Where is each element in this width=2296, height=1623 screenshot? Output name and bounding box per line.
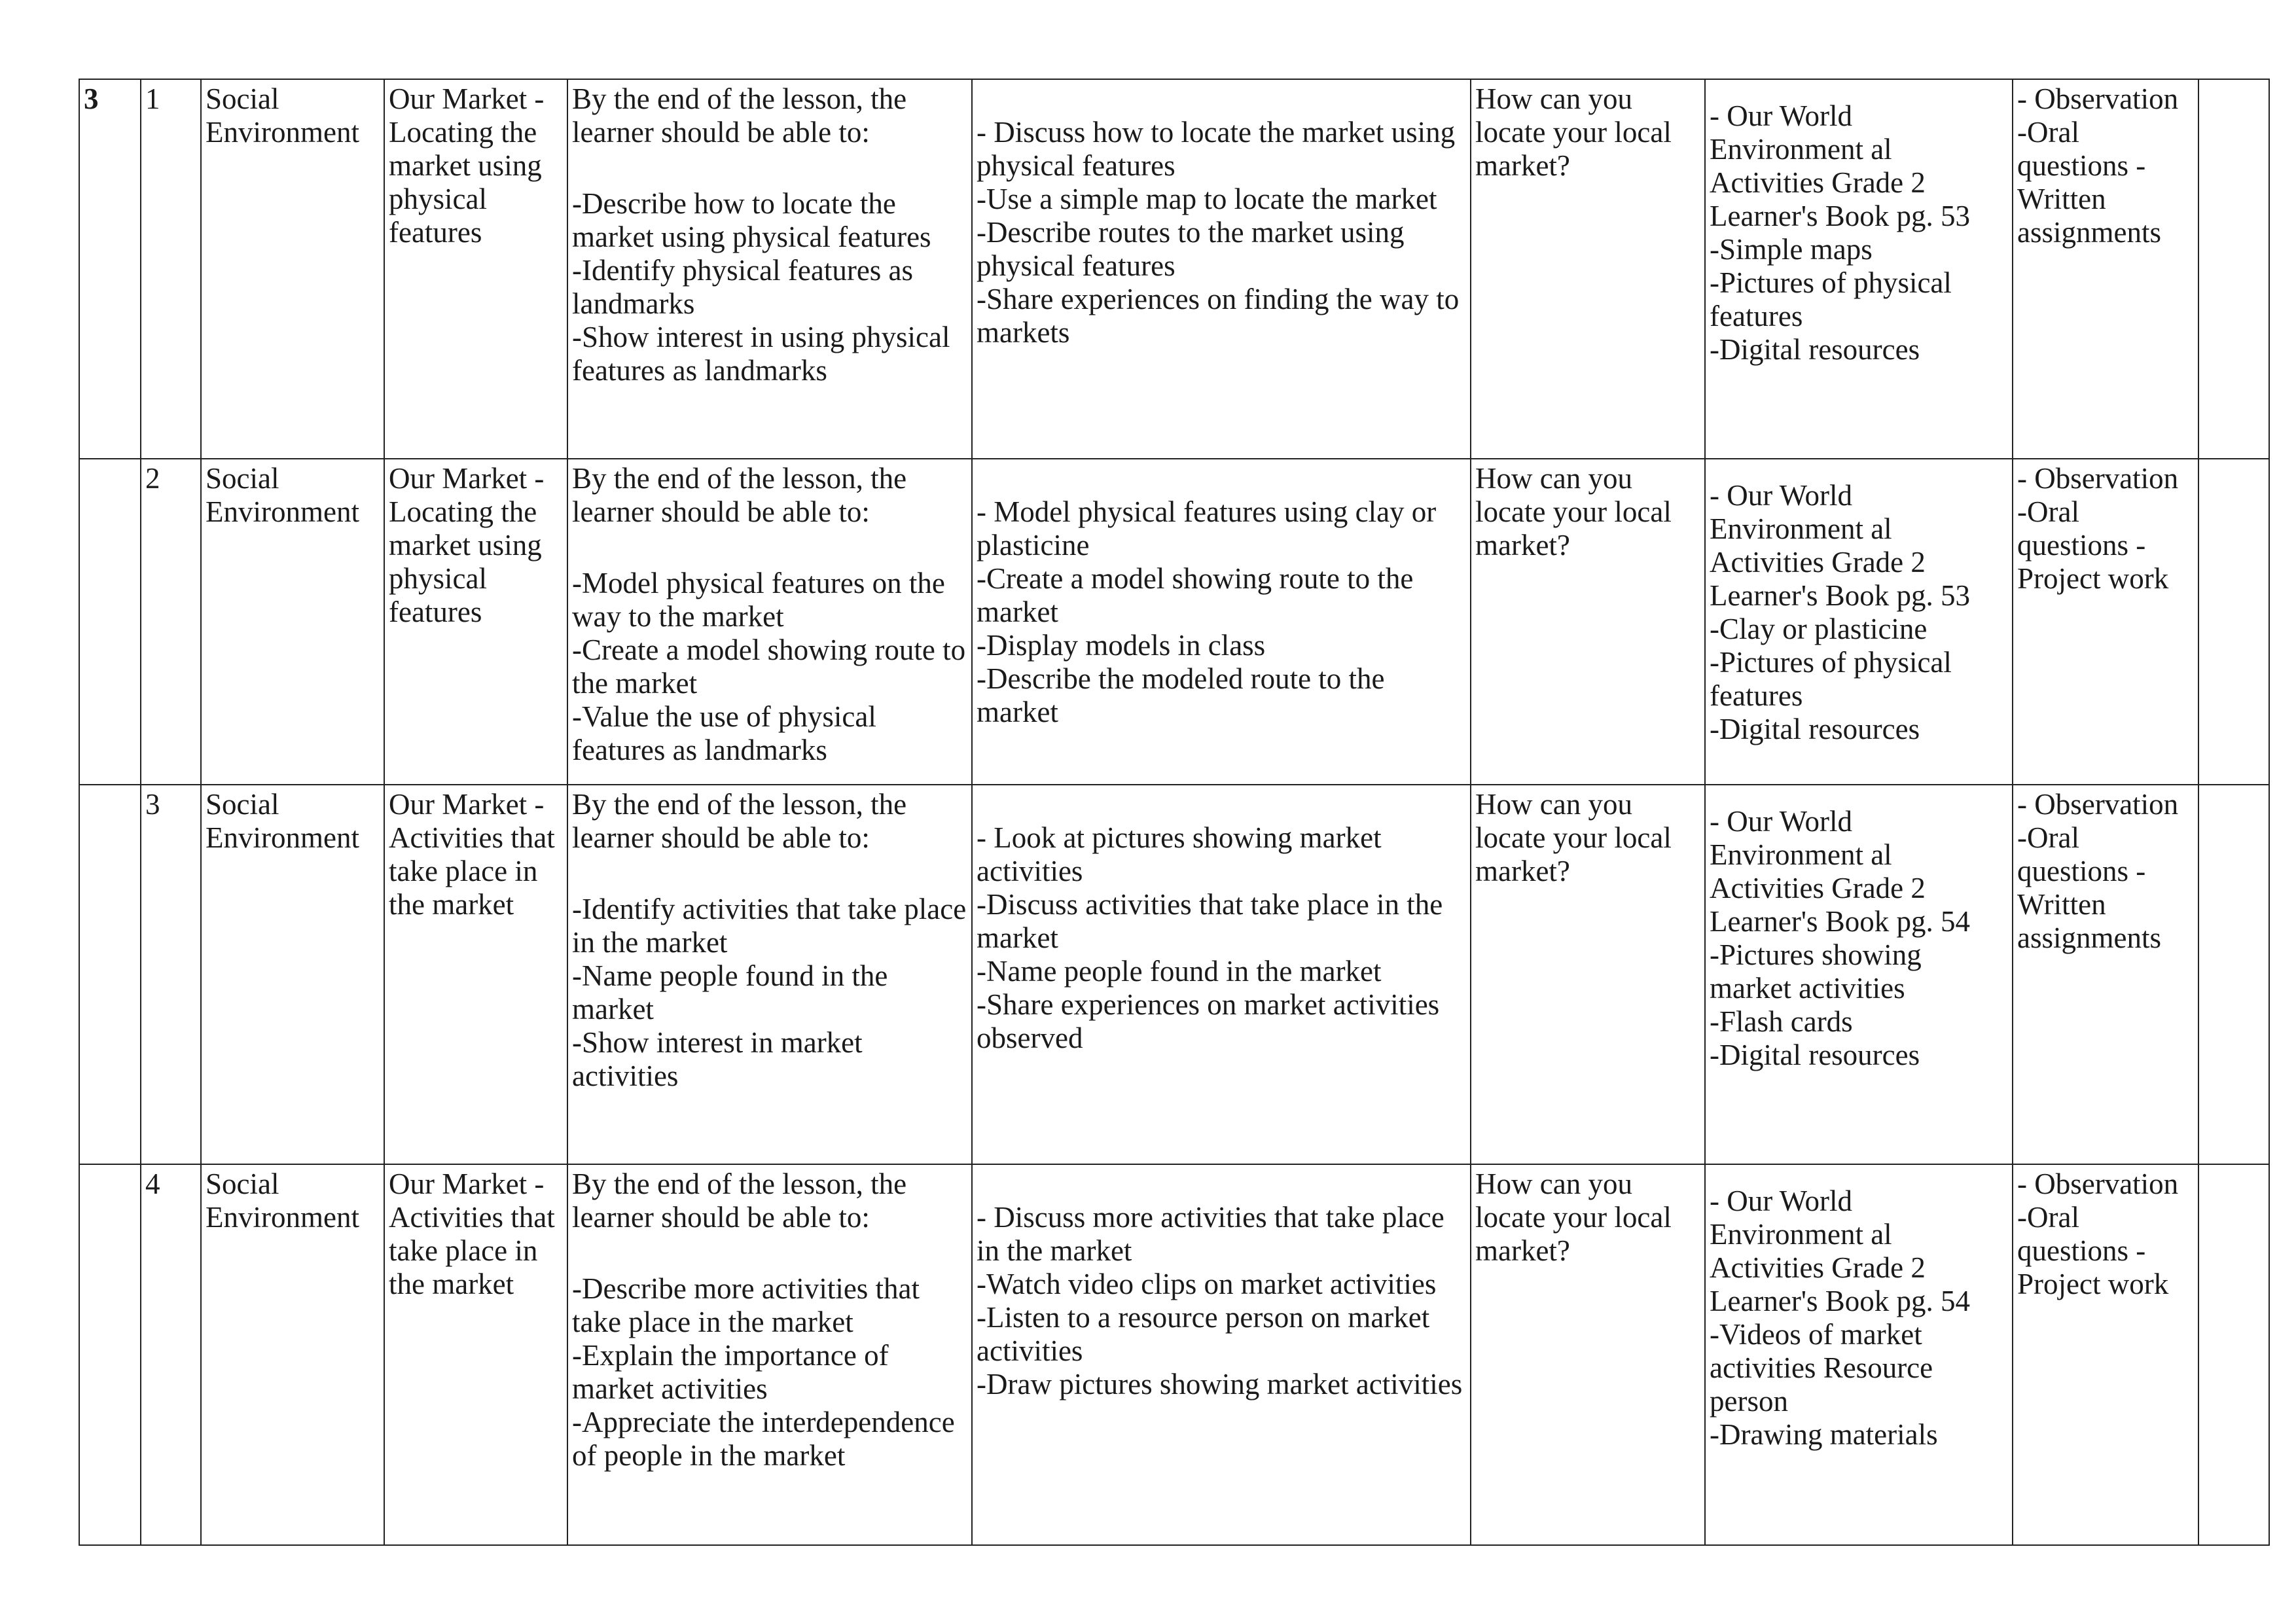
outcome-item: -Appreciate the interdependence of people in the market <box>572 1406 955 1472</box>
inquiry-question-text: How can you locate your local market? <box>1475 462 1672 562</box>
resource-item: -Pictures showing market activities <box>1710 938 1922 1005</box>
activity-item: -Create a model showing route to the market <box>977 562 1414 628</box>
table-row <box>79 459 2269 785</box>
activity-item: -Listen to a resource person on market activities <box>977 1301 1430 1367</box>
assessment-cell <box>2013 1164 2198 1545</box>
activity-item: -Share experiences on market activities observed <box>977 988 1440 1054</box>
week-cell <box>79 1164 141 1545</box>
activity-item: -Name people found in the market <box>977 955 1382 988</box>
resource-item: -Simple maps <box>1710 233 1873 266</box>
resource-item: -Flash cards <box>1710 1005 1853 1038</box>
activity-item: - Look at pictures showing market activities <box>977 821 1382 887</box>
outcomes-intro: By the end of the lesson, the learner should be able to: <box>572 788 907 854</box>
week-cell <box>79 785 141 1164</box>
assessment-text: - Observation -Oral questions - Written assignments <box>2017 82 2179 249</box>
lesson-cell <box>141 79 201 459</box>
resource-item: -Digital resources <box>1710 333 1920 366</box>
activity-item: -Use a simple map to locate the market <box>977 183 1437 215</box>
week-cell <box>79 459 141 785</box>
strand-cell <box>201 1164 384 1545</box>
lesson-number: 4 <box>145 1168 160 1200</box>
strand-text: Social Environment <box>206 1168 359 1234</box>
sub-strand-text: Our Market - Activities that take place in the market <box>389 788 555 921</box>
learning-outcomes-cell <box>567 79 972 459</box>
assessment-cell <box>2013 459 2198 785</box>
assessment-text: - Observation -Oral questions - Project work <box>2017 1168 2179 1300</box>
sub-strand-cell <box>384 785 567 1164</box>
resource-item: - Our World Environment al Activities Grade 2 Learner's Book pg. 54 <box>1710 805 1971 938</box>
lesson-cell <box>141 459 201 785</box>
sub-strand-text: Our Market - Activities that take place in the market <box>389 1168 555 1300</box>
learning-outcomes-cell <box>567 1164 972 1545</box>
strand-text: Social Environment <box>206 788 359 854</box>
sub-strand-cell <box>384 79 567 459</box>
resource-item: - Our World Environment al Activities Grade 2 Learner's Book pg. 54 <box>1710 1185 1971 1317</box>
strand-cell <box>201 79 384 459</box>
sub-strand-text: Our Market - Locating the market using physical features <box>389 82 545 249</box>
remarks-cell <box>2198 79 2269 459</box>
activity-item: - Discuss more activities that take place in the market <box>977 1201 1444 1267</box>
outcomes-intro: By the end of the lesson, the learner should be able to: <box>572 1168 907 1234</box>
resources-cell <box>1705 79 2013 459</box>
resource-item: -Videos of market activities Resource person <box>1710 1318 1933 1418</box>
outcome-item: -Describe more activities that take place in the market <box>572 1272 920 1338</box>
outcomes-intro: By the end of the lesson, the learner should be able to: <box>572 462 907 528</box>
inquiry-question-cell <box>1471 79 1705 459</box>
outcome-item: -Explain the importance of market activities <box>572 1339 889 1405</box>
resource-item: -Clay or plasticine <box>1710 613 1928 645</box>
activity-item: - Discuss how to locate the market using physical features <box>977 116 1456 182</box>
remarks-cell <box>2198 459 2269 785</box>
activity-item: -Describe the modeled route to the market <box>977 662 1385 728</box>
resources-cell <box>1705 1164 2013 1545</box>
outcome-item: -Describe how to locate the market using physical features <box>572 187 931 253</box>
strand-cell <box>201 785 384 1164</box>
sub-strand-cell <box>384 459 567 785</box>
inquiry-question-text: How can you locate your local market? <box>1475 82 1672 182</box>
table-row <box>79 1164 2269 1545</box>
inquiry-question-text: How can you locate your local market? <box>1475 1168 1672 1267</box>
inquiry-question-cell <box>1471 459 1705 785</box>
learning-activities-cell <box>972 79 1471 459</box>
outcome-item: -Model physical features on the way to the market <box>572 567 945 633</box>
assessment-cell <box>2013 785 2198 1164</box>
resource-item: -Drawing materials <box>1710 1418 1938 1451</box>
resources-cell <box>1705 785 2013 1164</box>
scheme-of-work-table <box>79 79 2270 1546</box>
resource-item: -Digital resources <box>1710 1039 1920 1071</box>
table-row <box>79 785 2269 1164</box>
outcome-item: -Value the use of physical features as landmarks <box>572 700 876 766</box>
sub-strand-cell <box>384 1164 567 1545</box>
resource-item: - Our World Environment al Activities Grade 2 Learner's Book pg. 53 <box>1710 99 1971 232</box>
sub-strand-text: Our Market - Locating the market using physical features <box>389 462 545 628</box>
inquiry-question-text: How can you locate your local market? <box>1475 788 1672 887</box>
lesson-number: 1 <box>145 82 160 115</box>
activity-item: -Share experiences on finding the way to markets <box>977 283 1460 349</box>
activity-item: -Display models in class <box>977 629 1266 662</box>
activity-item: -Draw pictures showing market activities <box>977 1368 1463 1400</box>
assessment-cell <box>2013 79 2198 459</box>
activity-item: -Describe routes to the market using physical features <box>977 216 1405 282</box>
resource-item: -Pictures of physical features <box>1710 266 1952 332</box>
outcomes-intro: By the end of the lesson, the learner should be able to: <box>572 82 907 149</box>
activity-item: -Discuss activities that take place in the market <box>977 888 1443 954</box>
outcome-item: -Identify activities that take place in the market <box>572 893 967 959</box>
outcome-item: -Show interest in using physical features as landmarks <box>572 321 950 387</box>
resource-item: -Digital resources <box>1710 713 1920 745</box>
week-cell <box>79 79 141 459</box>
inquiry-question-cell <box>1471 785 1705 1164</box>
learning-outcomes-cell <box>567 459 972 785</box>
week-number: 3 <box>84 82 99 115</box>
lesson-number: 3 <box>145 788 160 821</box>
lesson-cell <box>141 785 201 1164</box>
outcome-item: -Identify physical features as landmarks <box>572 254 914 320</box>
inquiry-question-cell <box>1471 1164 1705 1545</box>
remarks-cell <box>2198 1164 2269 1545</box>
remarks-cell <box>2198 785 2269 1164</box>
activity-item: -Watch video clips on market activities <box>977 1268 1437 1300</box>
assessment-text: - Observation -Oral questions - Project work <box>2017 462 2179 595</box>
outcome-item: -Name people found in the market <box>572 959 888 1026</box>
table-body <box>79 79 2269 1545</box>
resources-cell <box>1705 459 2013 785</box>
outcome-item: -Show interest in market activities <box>572 1026 863 1092</box>
strand-cell <box>201 459 384 785</box>
learning-activities-cell <box>972 459 1471 785</box>
strand-text: Social Environment <box>206 462 359 528</box>
activity-item: - Model physical features using clay or plasticine <box>977 495 1437 562</box>
lesson-number: 2 <box>145 462 160 495</box>
assessment-text: - Observation -Oral questions - Written assignments <box>2017 788 2179 954</box>
learning-outcomes-cell <box>567 785 972 1164</box>
outcome-item: -Create a model showing route to the market <box>572 633 966 700</box>
lesson-cell <box>141 1164 201 1545</box>
resource-item: - Our World Environment al Activities Grade 2 Learner's Book pg. 53 <box>1710 479 1971 612</box>
resource-item: -Pictures of physical features <box>1710 646 1952 712</box>
learning-activities-cell <box>972 785 1471 1164</box>
table-row <box>79 79 2269 459</box>
strand-text: Social Environment <box>206 82 359 149</box>
learning-activities-cell <box>972 1164 1471 1545</box>
